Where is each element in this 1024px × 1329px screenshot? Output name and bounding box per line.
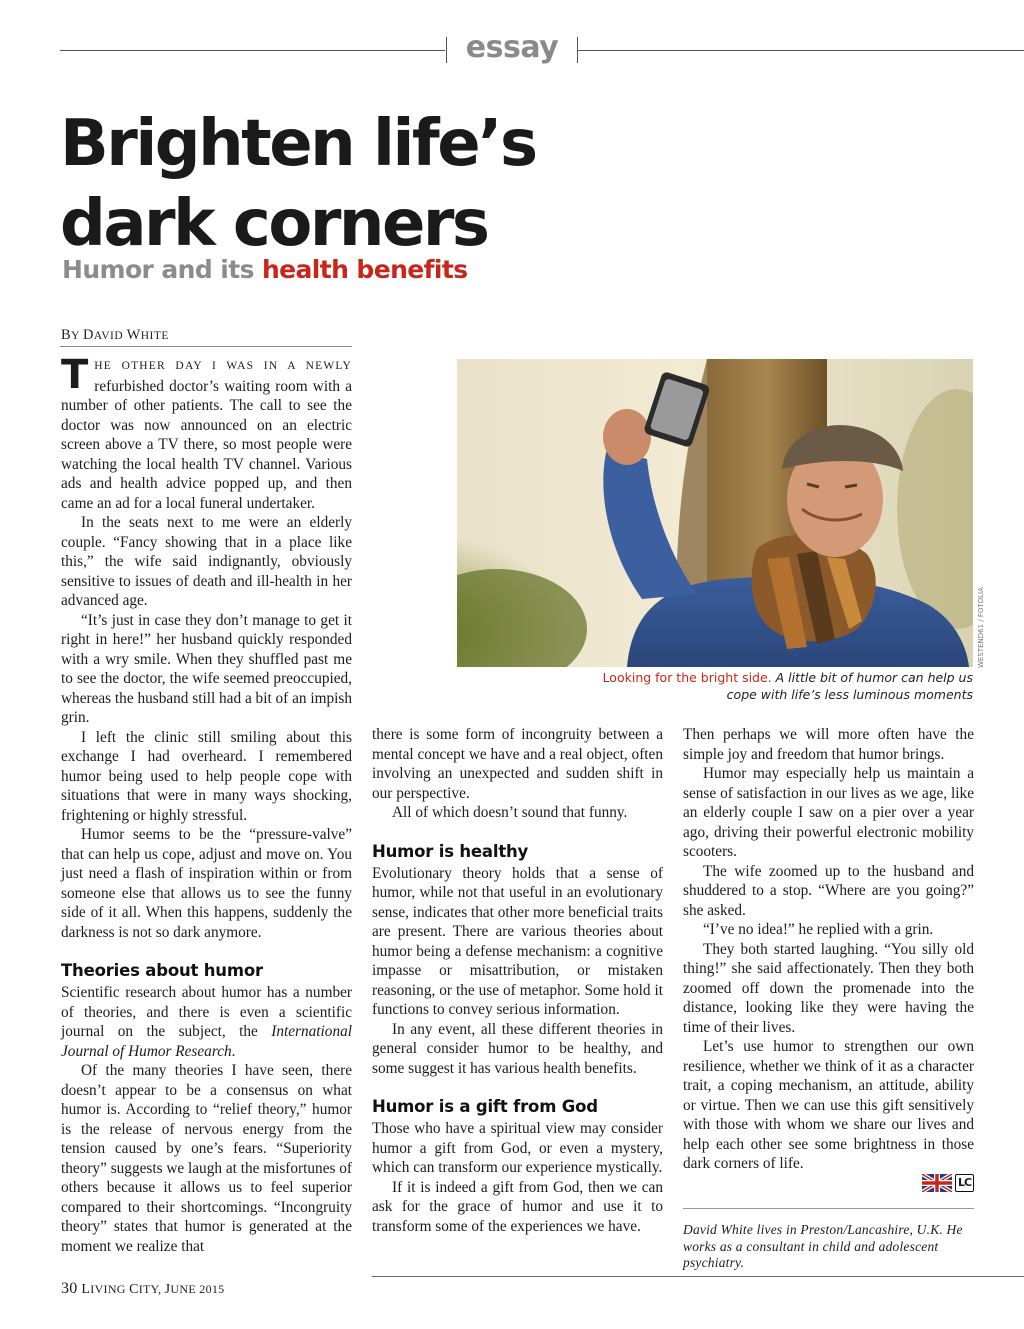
folio-text: ITY, xyxy=(138,1282,165,1296)
article-column-1 xyxy=(61,352,353,1256)
folio xyxy=(61,1280,224,1298)
footer-rule xyxy=(372,1276,1024,1277)
lead-paragraph xyxy=(61,352,352,513)
paragraph: “It’s just in case they don’t manage to get it right in here!” her husband quickly responded with a wry smile. When they shuffled past me to see the doctor, the wife seemed preoccupied, whereas the husband still had a bit of an impish grin. xyxy=(61,611,353,726)
headline xyxy=(60,104,760,264)
paragraph-text: . xyxy=(231,1042,236,1060)
subhead xyxy=(62,255,468,284)
paragraph: there is some form of incongruity between a mental concept we have and a real object, often involving an unexpected and sudden shift in our perspective. xyxy=(372,726,663,802)
paragraph: In any event, all these different theories in general consider humor to be healthy, and some suggest it has various health benefits. xyxy=(372,1020,663,1077)
section-heading-gift: Humor is a gift from God xyxy=(372,1097,598,1116)
lead-smallcaps: HE OTHER DAY I WAS IN A NEWLY xyxy=(94,360,352,372)
section-heading-theories: Theories about humor xyxy=(61,961,263,980)
end-marks xyxy=(922,1173,974,1193)
author-bio: David White lives in Preston/Lancashire, U.K. He works as a consultant in child and adolescent psychiatry. xyxy=(683,1222,963,1270)
photo-credit-text: WESTEND61 / FOTOLIA xyxy=(977,587,985,668)
folio-text: IVING xyxy=(90,1282,130,1296)
byline-avid: AVID xyxy=(93,330,127,342)
drop-cap: T xyxy=(61,352,89,398)
byline-rule xyxy=(60,346,352,347)
photo-caption xyxy=(600,669,973,703)
paragraph: They both started laughing. “You silly old thing!” she said affectionately. Then they both zoomed off down the promenade into the distance, looking like they were having the time of their lives. xyxy=(683,940,974,1036)
byline-hite: HITE xyxy=(140,330,169,342)
paragraph: All of which doesn’t sound that funny. xyxy=(392,804,628,821)
journal-title: International Journal of Humor Research xyxy=(61,1023,352,1060)
folio-text: L xyxy=(81,1282,91,1297)
paragraph: Of the many theories I have seen, there doesn’t appear to be a consensus on what humor is. According to “relief theory,” humor is the release of nervous energy from the tension caused by one’s fears. “Superiority theory” suggests we laugh at the misfortunes of others because it allows us to feel superior compared to their shortcomings. “Incongruity theory” states that humor is generated at the moment we realize that xyxy=(61,1062,352,1255)
lead-text: refurbished doctor’s waiting room with a number of other patients. The call to see the doctor was now announced on an electric screen above a TV there, so most people were watching the local health TV channel. Various ads and health advice popped up, and then came an ad for a local funeral undertaker. xyxy=(61,377,352,512)
article-column-3 xyxy=(683,725,974,1174)
paragraph xyxy=(61,983,352,1061)
photo-credit xyxy=(977,587,989,668)
living-city-logo: LC xyxy=(955,1174,974,1192)
headline-line-1: Brighten life’s xyxy=(60,107,536,181)
paragraph: I left the clinic still smiling about this exchange I had overheard. I remembered humor being used to help people cope with situations that were in many ways shocking, frightening or highly stressful. xyxy=(61,728,352,824)
bio-rule xyxy=(683,1208,974,1209)
article-photo xyxy=(457,359,973,667)
page-number: 30 xyxy=(61,1280,78,1297)
paragraph: Then perhaps we will more often have the simple joy and freedom that humor brings. xyxy=(683,726,974,763)
byline-b: B xyxy=(61,327,72,343)
header-rule-left xyxy=(60,50,445,51)
section-heading-healthy: Humor is healthy xyxy=(372,841,529,861)
paragraph-text: Scientific research about humor has a number of theories, and there is even a scientific journal on the subject, the xyxy=(61,984,352,1040)
paragraph: “I’ve no idea!” he replied with a grin. xyxy=(703,921,934,938)
folio-text: UNE 2015 xyxy=(170,1282,225,1296)
folio-text: C xyxy=(129,1282,139,1297)
caption-lead: Looking for the bright side. xyxy=(602,670,772,685)
caption-text: A little bit of humor can help us cope with life’s less luminous moments xyxy=(726,670,973,702)
subhead-red: health benefits xyxy=(261,255,468,284)
paragraph: Humor may especially help us maintain a sense of satisfaction in our lives as we age, like an elderly couple I saw on a pier over a year ago, driving their powerful electronic mobility scooters. xyxy=(683,765,974,860)
headline-line-2: dark corners xyxy=(60,187,488,261)
paragraph: If it is indeed a gift from God, then we can ask for the grace of humor and use it to transform some of the experiences we have. xyxy=(372,1178,663,1235)
section-label: essay xyxy=(465,30,559,65)
paragraph: In the seats next to me were an elderly couple. “Fancy showing that in a place like this,” the wife said indignantly, obviously sensitive to issues of death and ill-health in her advanced age. xyxy=(61,514,352,609)
byline-w: W xyxy=(126,327,141,343)
uk-flag-icon xyxy=(922,1174,952,1192)
byline-d: D xyxy=(82,327,94,343)
byline xyxy=(61,327,169,344)
header-tick-left xyxy=(446,37,447,63)
paragraph: Humor seems to be the “pressure-valve” that can help us cope, adjust and move on. You just need a flash of inspiration within or from someone else that allows us to see the funny side of it all. When this happens, suddenly the darkness is not so dark anymore. xyxy=(61,826,352,941)
byline-y: Y xyxy=(71,330,83,342)
photo-elderly-man-selfie xyxy=(457,359,973,667)
folio-text: J xyxy=(164,1282,171,1297)
subhead-grey: Humor and its xyxy=(62,255,254,284)
paragraph: Let’s use humor to strengthen our own resilience, whether we think of it as a character trait, a coping mechanism, an attitude, ability or virtue. Then we can use this gift sensitively with those with whom we share our lives and help each other see some brightness in those dark corners of life. xyxy=(683,1038,974,1172)
header-rule-right xyxy=(578,50,1024,51)
paragraph: Those who have a spiritual view may consider humor a gift from God, or even a mystery, which can transform our experience mystically. xyxy=(372,1120,663,1176)
article-column-2 xyxy=(372,725,663,1236)
paragraph: The wife zoomed up to the husband and shuddered to a stop. “Where are you going?” she asked. xyxy=(683,862,974,919)
paragraph: Evolutionary theory holds that a sense of humor, while not that useful in an evolutionary sense, indicates that other more beneficial traits are present. There are various theories about humor being a defense mechanism: a cognitive impasse or misattribution, or mistaken reasoning, or the use of metaphor. Some hold it functions to convey serious information. xyxy=(372,864,663,1018)
